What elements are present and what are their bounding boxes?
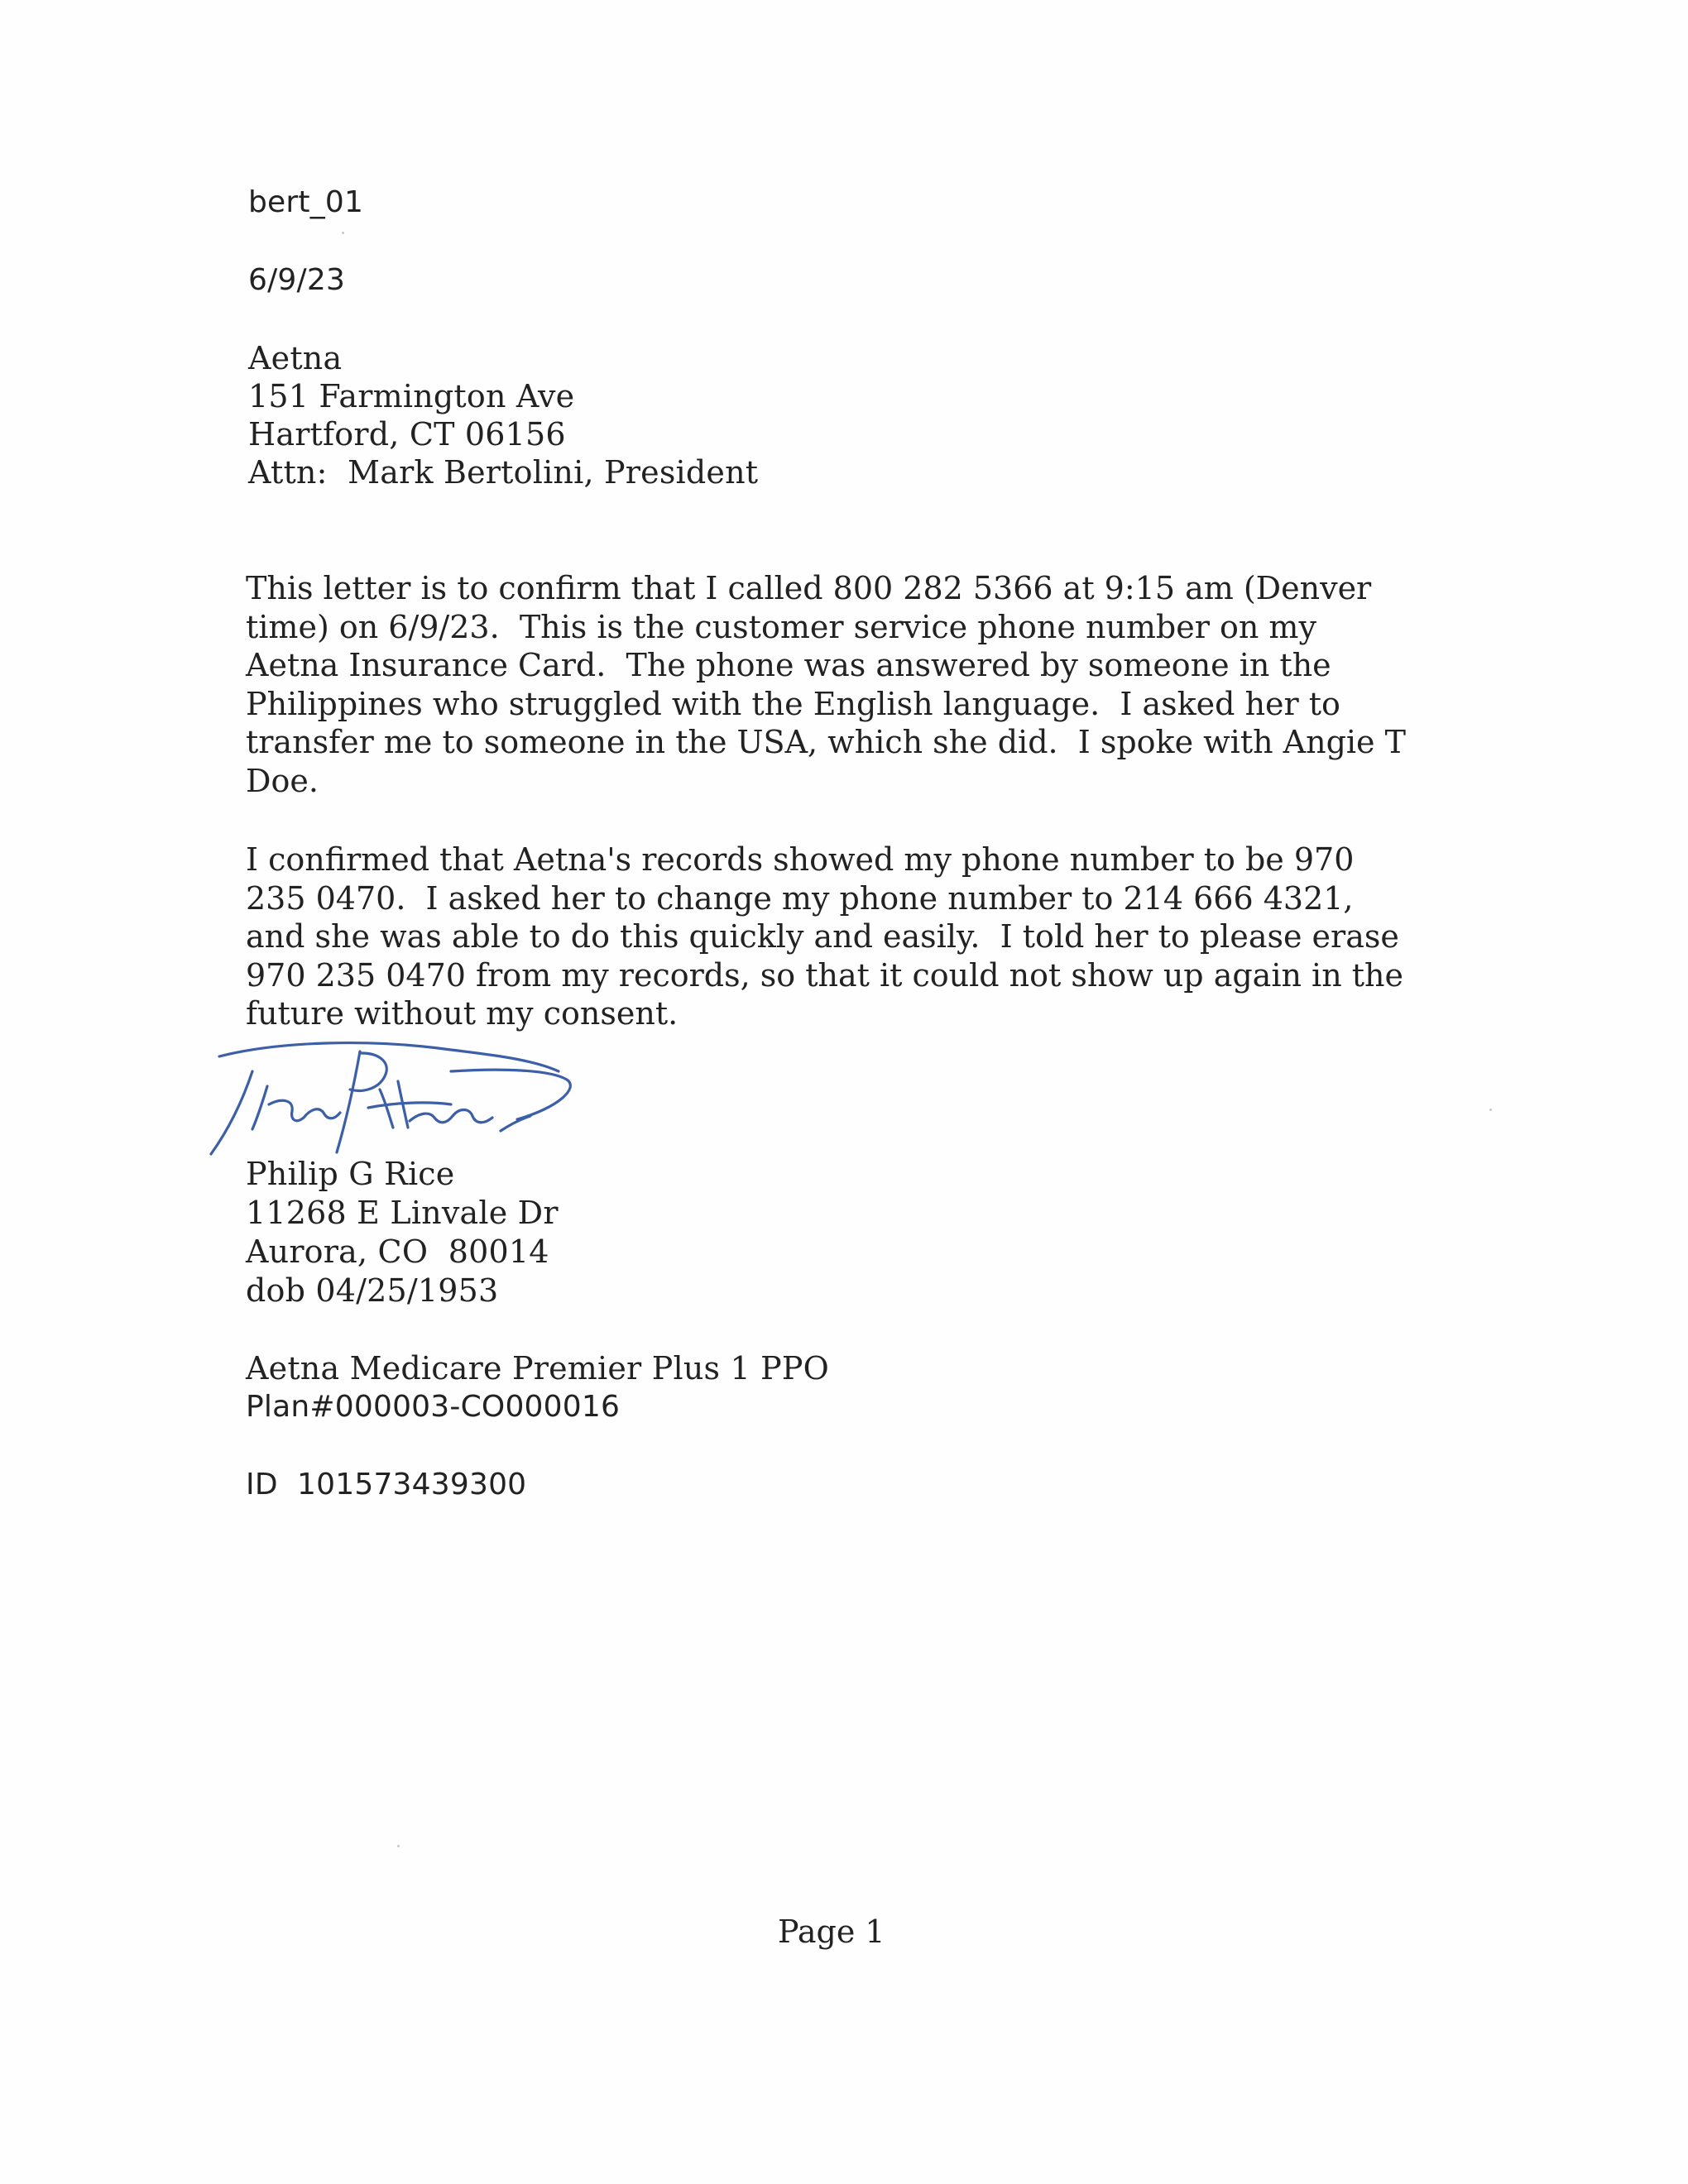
paragraph-line: 235 0470. I asked her to change my phone number to 214 666 4321, [246,879,1354,917]
paragraph-line: 970 235 0470 from my records, so that it could not show up again in the [246,956,1403,994]
sender-dob: dob 04/25/1953 [246,1272,499,1309]
recipient-attention: Attn: Mark Bertolini, President [248,454,759,491]
paragraph-line: Philippines who struggled with the English language. I asked her to [246,685,1340,722]
signature-strokes [211,1043,570,1154]
sender-name: Philip G Rice [246,1156,455,1192]
scan-speck [342,232,344,234]
letter-date: 6/9/23 [248,263,346,297]
paragraph-line: Aetna Insurance Card. The phone was answered by someone in the [246,647,1331,683]
sender-street: 11268 E Linvale Dr [246,1195,559,1231]
paragraph-line: Doe. [246,762,319,799]
recipient-street: 151 Farmington Ave [248,378,575,414]
sender-city-state-zip: Aurora, CO 80014 [246,1233,549,1270]
member-id: ID 101573439300 [246,1468,527,1502]
plan-name: Aetna Medicare Premier Plus 1 PPO [246,1350,830,1387]
body-paragraph-2 [246,841,1454,1033]
page-number: Page 1 [778,1913,885,1950]
recipient-city-state-zip: Hartford, CT 06156 [248,416,566,453]
paragraph-line: transfer me to someone in the USA, which she did. I spoke with Angie T [246,724,1406,760]
paragraph-line: future without my consent. [246,995,679,1032]
body-paragraph-1 [246,569,1454,800]
scan-speck [1489,1109,1492,1111]
handwritten-signature [203,1038,583,1162]
document-id: bert_01 [248,185,364,219]
recipient-name: Aetna [248,340,343,376]
paragraph-line: I confirmed that Aetna's records showed my phone number to be 970 [246,841,1355,878]
paragraph-line: This letter is to confirm that I called 800 282 5366 at 9:15 am (Denver [246,570,1372,606]
scan-speck [397,1845,400,1847]
paragraph-line: and she was able to do this quickly and easily. I told her to please erase [246,918,1399,955]
paragraph-line: time) on 6/9/23. This is the customer service phone number on my [246,608,1316,645]
plan-number: Plan#000003-CO000016 [246,1390,621,1424]
